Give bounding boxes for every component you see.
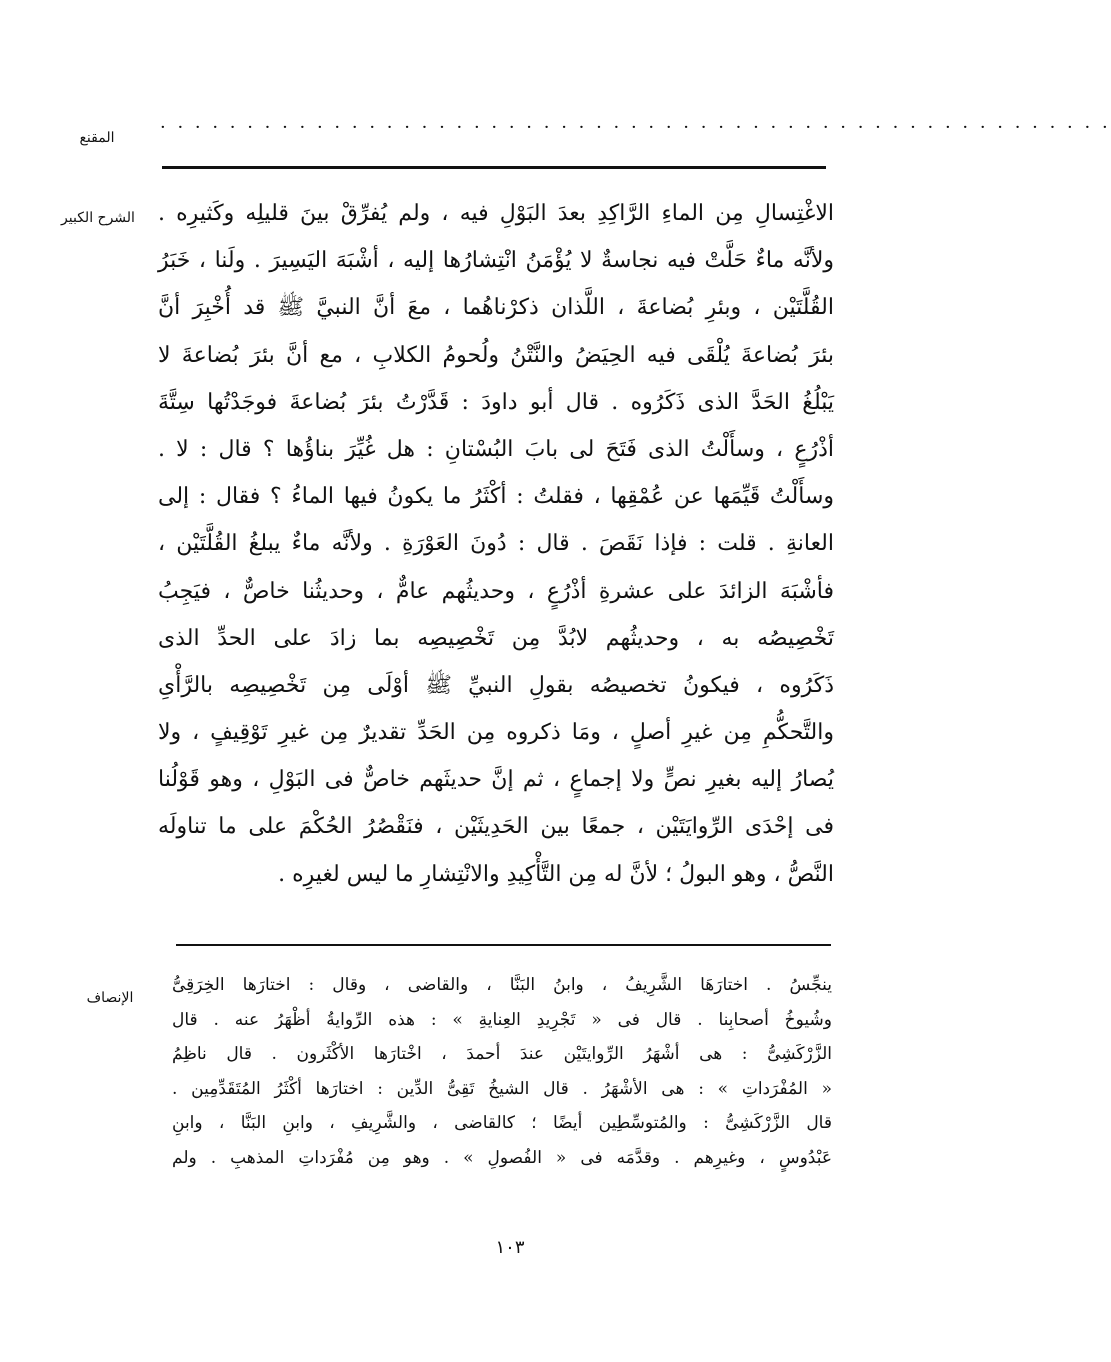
main-text-line: فأشْبَهَ الزائدَ على عشرةِ أذْرُعٍ ، وحديثُهم عامٌّ ، وحديثُنا خاصٌّ ، فيَجِبُ bbox=[158, 578, 834, 604]
main-text-line: وسأَلْتُ قَيِّمَها عن عُمْقِها ، فقلتُ : أكْثَرُ ما يكونُ فيها الماءُ ؟ فقال : إلى bbox=[158, 484, 834, 510]
footnote-text-line: ينجِّسُ . اختارَهَا الشَّرِيفُ ، وابنُ البَنَّا ، والقاضى ، وقال : اختارَها الخِرَقِىُّ bbox=[172, 975, 832, 995]
main-text-block bbox=[158, 190, 834, 898]
footnote-text-block bbox=[172, 968, 832, 1175]
main-text-line: النَّصُّ ، وهو البولُ ؛ لأنَّ له مِن التَّأْكِيدِ والانْتِشارِ ما ليس لغيرِه . bbox=[278, 861, 834, 887]
footnote-side-label: الإنصاف bbox=[86, 990, 134, 1006]
footnote-text-line: الزَّرْكَشِىُّ : هى أشْهَرُ الرِّوايتَيْن عندَ أحمدَ ، اخْتارَها الأكْثَرون . قال ناظِمُ bbox=[172, 1044, 832, 1064]
main-text-line: فى إحْدَى الرِّوايَتَيْن ، جمعًا بين الحَدِيثَيْن ، فنَقْصُرُ الحُكْمَ على ما تناولَه bbox=[158, 814, 834, 840]
main-text-line: العانةِ . قلت : فإذا نَقَصَ . قال : دُونَ العَوْرَةِ . ولأنَّه ماءٌ يبلغُ القُلَّتَيْن ، bbox=[158, 531, 834, 557]
main-text-line: والتَّحكُّمِ مِن غيرِ أصلٍ ، ومَا ذكروه مِن الحَدِّ تقديرٌ مِن غيرِ تَوْقِيفٍ ، ولا bbox=[158, 720, 834, 746]
main-text-side-label: الشرح الكبير bbox=[61, 210, 135, 226]
main-text-line: ذَكَرُوه ، فيكونُ تخصيصُه بقولِ النبيِّ ﷺ أوْلَى مِن تَخْصِيصِه بالرَّأْىِ bbox=[158, 672, 834, 698]
header-rule bbox=[162, 166, 826, 169]
footnote-text-line: « المُفْرَداتِ » : هى الأشْهَرُ . قال الشيخُ تَقِىُّ الدِّين : اختارَها أكْثَرُ المُتَقَدِّمِين . bbox=[172, 1078, 832, 1099]
main-text-line: بئرَ بُضاعةَ يُلْقَى فيه الحِيَضُ والنَّتْنُ ولُحومُ الكلابِ ، مع أنَّ بئرَ بُضاعةَ لا bbox=[158, 342, 834, 368]
main-text-line: القُلَّتَيْن ، وبئرِ بُضاعةَ ، اللَّذان ذكرْناهُما ، معَ أنَّ النبيَّ ﷺ قد أُخْبِرَ أنَّ bbox=[158, 295, 834, 321]
footnote-text-line: عَبْدُوسٍ ، وغيرِهم . وقدَّمَه فى « الفُصولِ » . وهو مِن مُفْرَداتِ المذهبِ . ولم bbox=[172, 1147, 832, 1168]
footnote-text-line: وشُيوخُ أصحابِنا . قال فى « تَجْرِيدِ العِنايةِ » : هذه الرِّوايةُ أظْهَرُ عنه . قال bbox=[172, 1009, 832, 1030]
main-text-line: يُصارُ إليه بغيرِ نصٍّ ولا إجماعٍ ، ثم إنَّ حديثَهم خاصٌّ فى البَوْلِ ، وهو قَوْلُنا bbox=[158, 767, 834, 793]
section-divider-rule bbox=[176, 944, 831, 946]
running-header-title: المقنع bbox=[79, 130, 115, 146]
main-text-line: ولأنَّه ماءٌ حَلَّتْ فيه نجاسةٌ لا يُؤْمَنُ انْتِشارُها إليه ، أشْبَهَ اليَسِيرَ . ولَنا ، خَبَرُ bbox=[158, 248, 834, 274]
page-number: ١٠٣ bbox=[495, 1237, 525, 1258]
main-text-line: الاغْتِسالِ مِن الماءِ الرَّاكِدِ بعدَ البَوْلِ فيه ، ولم يُفرِّقْ بينَ قليلِه وكَثيرِه . bbox=[158, 201, 834, 226]
footnote-text-line: قال الزَّرْكَشِىُّ : والمُتوسِّطِين أيضًا ؛ كالقاضى ، والشَّرِيفِ ، وابنِ البَنَّا ، وابنِ bbox=[172, 1113, 832, 1133]
main-text-line: يَبْلُغُ الحَدَّ الذى ذَكَرُوه . قال أبو داودَ : قَدَّرْتُ بئرَ بُضاعةَ فوجَدْتُها سِتَّةَ bbox=[158, 389, 834, 415]
main-text-line: تَخْصِيصُه به ، وحديثُهم لابُدَّ مِن تَخْصِيصِه بما زادَ على الحدِّ الذى bbox=[158, 625, 834, 651]
header-leader-dots: · · · · · · · · · · · · · · · · · · · · · · · · · · · · · · · · · · · · · · · · · · · · · · · · · · · · · · · bbox=[160, 117, 1111, 138]
main-text-line: أذْرُعٍ ، وسأَلْتُ الذى فَتَحَ لى بابَ البُسْتانِ : هل غُيِّرَ بناؤُها ؟ قال : لا . bbox=[158, 436, 834, 462]
